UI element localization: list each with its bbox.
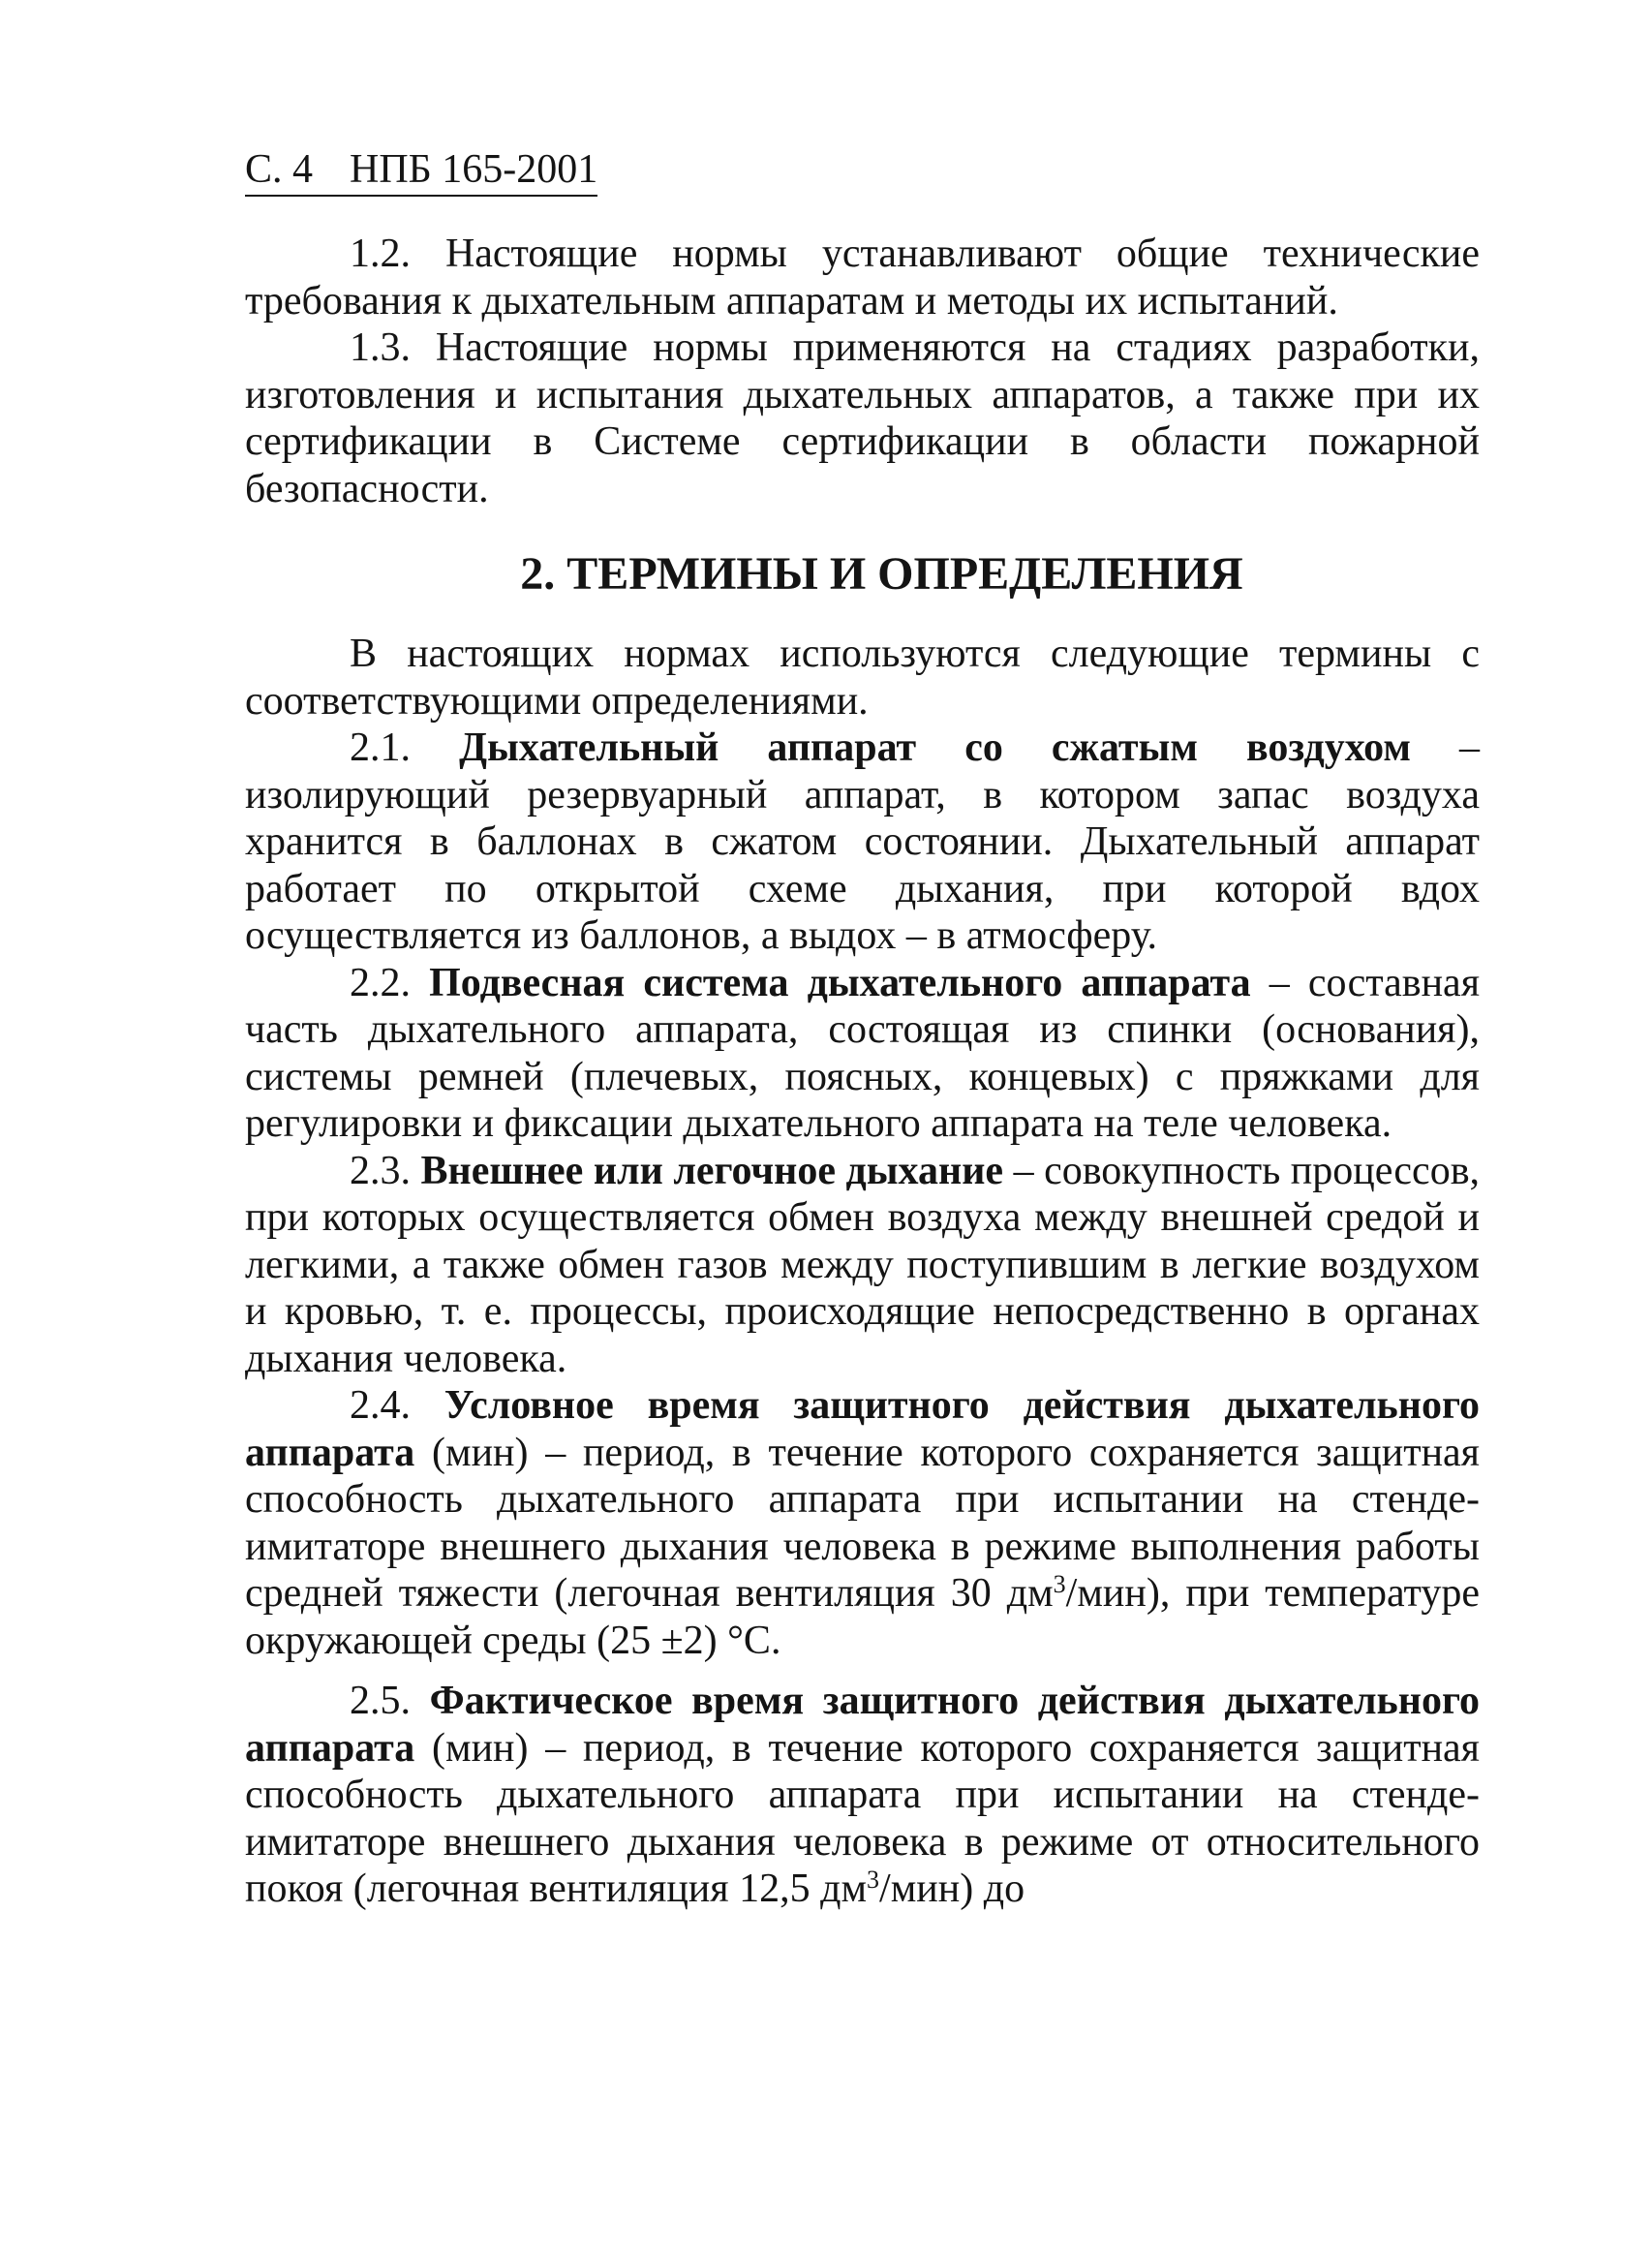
section-intro: В настоящих нормах используются следующие термины с соответствующими определениями.: [245, 632, 1480, 724]
term-title: Дыхательный аппарат со сжатым воздухом: [459, 725, 1411, 770]
superscript: 3: [867, 1866, 880, 1894]
term-definition-end: /мин), при температуре окружающей среды (25 ±2) °С.: [245, 1571, 1480, 1663]
term-definition: (мин) – период, в течение которого сохраняется защитная способность дыхательного аппарата при испытании на стенде-имитаторе внешнего дыхания человека в режиме выполнения работы средней тяжести (легочная вентиляция 30 дм: [245, 1430, 1480, 1616]
running-header: [245, 145, 597, 197]
term-title: Внешнее или легочное дыхание: [420, 1148, 1004, 1193]
paragraph-1-2: 1.2. Настоящие нормы устанавливают общие технические требования к дыхательным аппаратам и методы их испытаний.: [245, 231, 1480, 324]
page-number: С. 4: [245, 147, 314, 192]
term-2-2: [245, 960, 1480, 1148]
term-definition: – совокупность процессов, при которых осуществляется обмен воздуха между внешней средой и легкими, а также обмен газов между поступившим в легкие воздухом и кровью, т. е. процессы, происходящие непосредственно в органах дыхания человека.: [245, 1148, 1481, 1381]
term-definition: – составная часть дыхательного аппарата, состоящая из спинки (основания), системы ремней (плечевых, поясных, концевых) с пряжками для регулировки и фиксации дыхательного аппарата на теле человека.: [245, 960, 1481, 1146]
term-definition: (мин) – период, в течение которого сохраняется защитная способность дыхательного аппарата при испытании на стенде-имитаторе внешнего дыхания человека в режиме от относительного покоя (легочная вентиляция 12,5 дм: [245, 1725, 1480, 1911]
term-title: Подвесная система дыхательного аппарата: [429, 960, 1251, 1005]
term-2-5: [245, 1678, 1480, 1913]
term-definition: – изолирующий резервуарный аппарат, в котором запас воздуха хранится в баллонах в сжатом состоянии. Дыхательный аппарат работает по открытой схеме дыхания, при которой вдох осуществляется из баллонов, а выдох – в атмосферу.: [245, 725, 1481, 958]
term-2-4: [245, 1382, 1480, 1664]
term-number: 2.4.: [350, 1383, 411, 1428]
term-definition-end: /мин) до: [879, 1866, 1025, 1911]
term-number: 2.1.: [350, 725, 411, 770]
term-number: 2.3.: [350, 1148, 411, 1193]
spacer: [245, 1664, 1480, 1678]
term-title: Условное время защитного действия дыхательного аппарата: [245, 1383, 1480, 1475]
document-body: [245, 231, 1480, 1913]
document-code: НПБ 165-2001: [350, 147, 598, 192]
term-number: 2.5.: [350, 1679, 411, 1723]
section-heading: 2. ТЕРМИНЫ И ОПРЕДЕЛЕНИЯ: [520, 548, 1243, 600]
paragraph-1-3: 1.3. Настоящие нормы применяются на стадиях разработки, изготовления и испытания дыхательных аппаратов, а также при их сертификации в Системе сертификации в области пожарной безопасности.: [245, 325, 1480, 511]
term-2-1: [245, 725, 1480, 960]
term-title: Фактическое время защитного действия дыхательного аппарата: [245, 1679, 1480, 1771]
term-2-3: [245, 1148, 1480, 1383]
superscript: 3: [1053, 1570, 1066, 1598]
term-number: 2.2.: [350, 960, 411, 1005]
